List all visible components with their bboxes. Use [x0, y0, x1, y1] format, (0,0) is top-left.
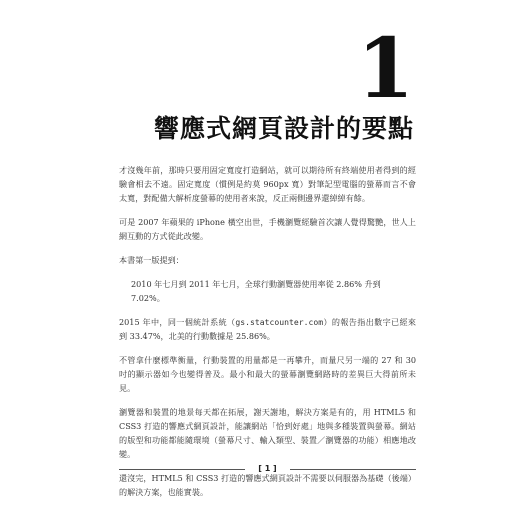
paragraph-screen-sizes: 不管拿什麼標準衡量，行動裝置的用量都是一再攀升，而量尺另一端的 27 和 30 吋的顯示器如今也變得普及。最小和最大的螢幕瀏覽網路時的差異巨大得前所未見。: [119, 355, 416, 393]
page-number: [ 1 ]: [258, 464, 277, 473]
paragraph-solution: 瀏覽器和裝置的地景每天都在拓展，謝天謝地，解決方案是有的，用 HTML5 和 CSS3 打造的響應式網頁設計，能讓網站「恰到好處」地與多種裝置與螢幕。網站的版型和功能都能隨環境（螢幕尺寸、輸入類型、裝置／瀏覽器的功能）相應地改變。: [119, 407, 416, 459]
statcounter-link[interactable]: gs.statcounter.com: [235, 317, 324, 327]
quote-mobile-usage: 2010 年七月到 2011 年七月，全球行動瀏覽器使用率從 2.86% 升到 7.02%。: [131, 279, 381, 303]
page-footer: [119, 463, 416, 475]
stat-text-before: 2015 年中，同一個統計系統（: [119, 317, 236, 327]
paragraph-statcounter: [119, 315, 416, 343]
paragraph-first-edition: 本書第一版提到：: [119, 255, 184, 265]
body-text: [119, 163, 416, 509]
stat-text-after: ）的報告指出數字已經來到 33.47%，北美的行動數據是 25.86%。: [119, 317, 416, 341]
paragraph-iphone: 可是 2007 年蘋果的 iPhone 橫空出世，手機瀏覽經驗首次讓人覺得驚艷，世人上網互動的方式從此改變。: [119, 217, 416, 241]
paragraph-server-side: 還沒完，HTML5 和 CSS3 打造的響應式網頁設計不需要以伺服器為基礎（後端）的解決方案，也能實裝。: [119, 473, 416, 497]
chapter-title: 響應式網頁設計的要點: [153, 114, 414, 143]
chapter-number: 1: [356, 21, 414, 117]
footer-rule-right: [290, 469, 416, 470]
paragraph-intro: 才沒幾年前，那時只要用固定寬度打造網站，就可以期待所有終端使用者得到的經驗會相去不遠。固定寬度（慣例是約莫 960px 寬）對筆記型電腦的螢幕而言不會太寬，對配備大解析度螢幕的使用者來說，反正兩側邊界還綽綽有餘。: [119, 165, 416, 203]
